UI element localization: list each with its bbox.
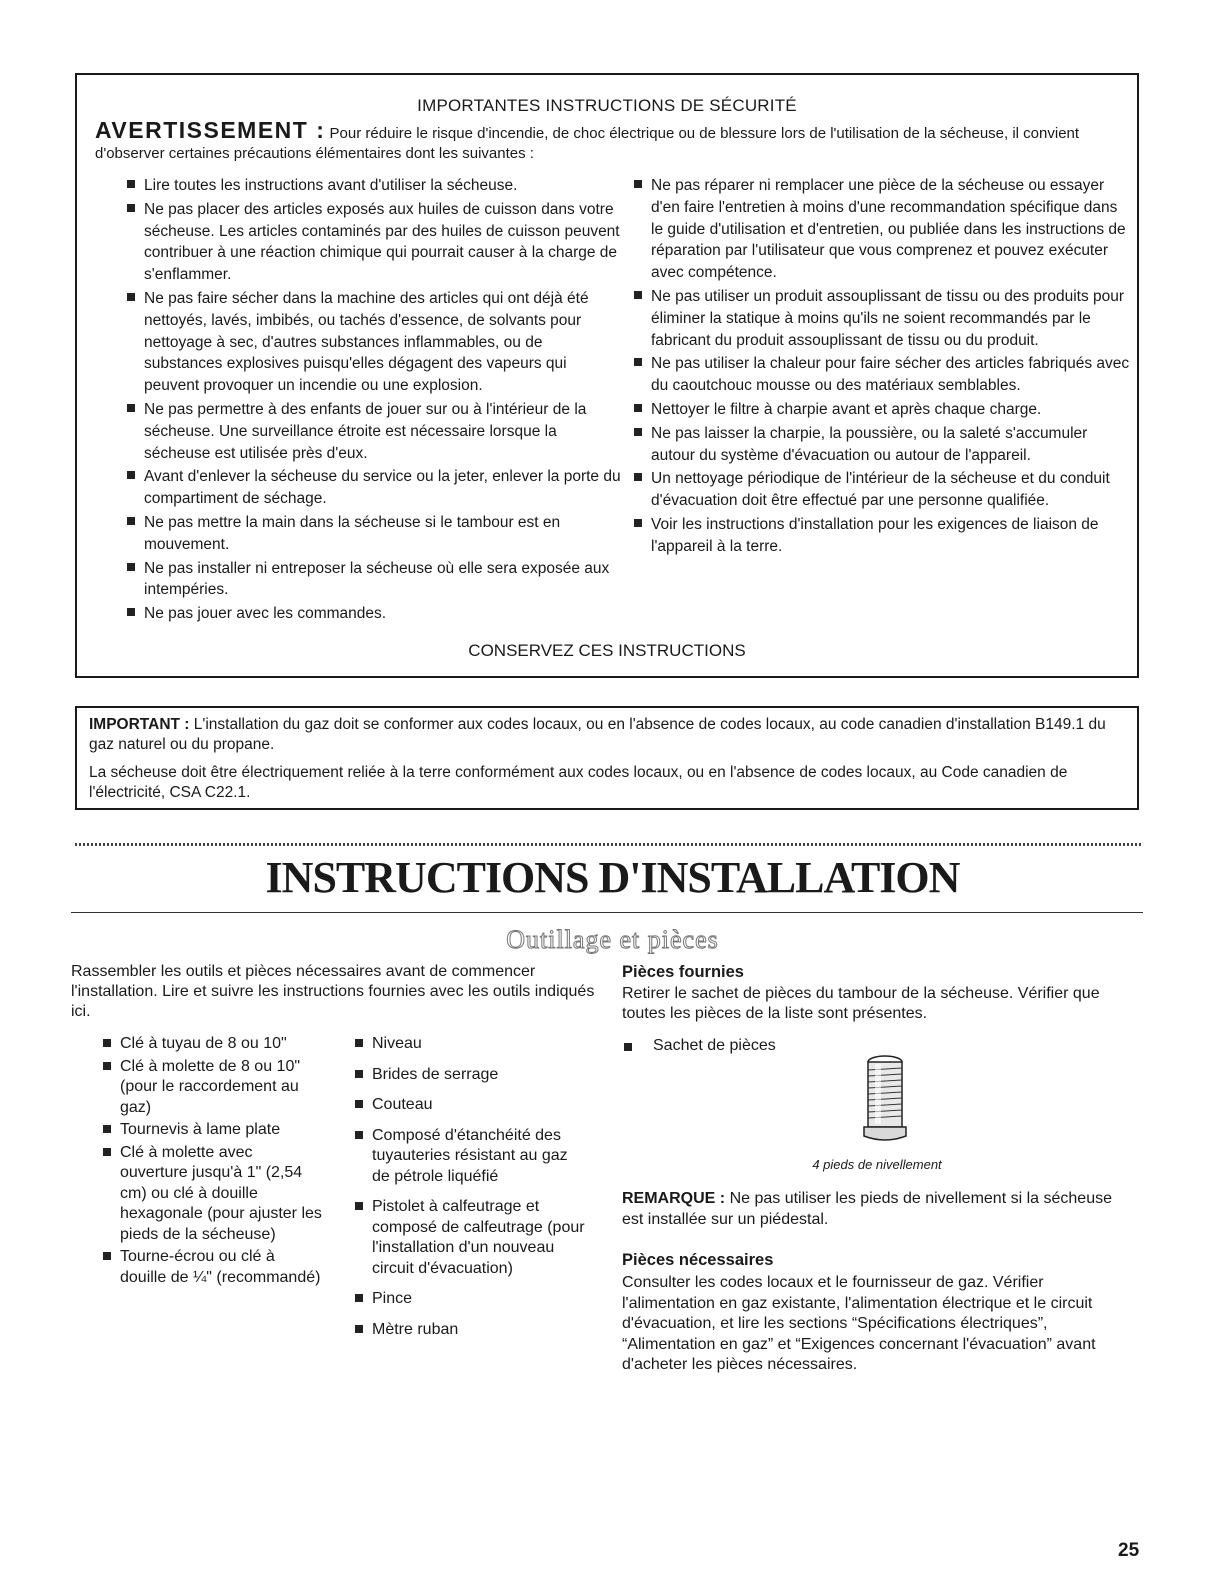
safety-title: IMPORTANTES INSTRUCTIONS DE SÉCURITÉ <box>417 96 797 115</box>
safety-item <box>95 558 625 602</box>
tool-item-text: Tourne-écrou ou clé à douille de ¼" (recommandé) <box>120 1248 321 1286</box>
tool-item <box>323 1034 588 1055</box>
safety-instructions-box <box>75 73 1139 678</box>
safety-item <box>95 512 625 556</box>
bullet-icon <box>634 519 642 527</box>
tool-item <box>323 1289 588 1310</box>
parts-needed-text: Consulter les codes locaux et le fournisseur de gaz. Vérifier l'alimentation en gaz existante, l'alimentation électrique et le circuit d'évacuation, et lire les sections “Spécifications électriques”, “Alimentation en gaz” et “Exigences concernant l'évacuation” avant d'acheter les pièces nécessaires. <box>622 1274 1096 1373</box>
important-paragraph-1 <box>89 715 1107 755</box>
safety-item-text: Ne pas mettre la main dans la sécheuse si le tambour est en mouvement. <box>144 513 561 553</box>
tool-item-text: Mètre ruban <box>372 1320 459 1338</box>
tool-item <box>323 1197 588 1279</box>
important-paragraph-2: La sécheuse doit être électriquement reliée à la terre conformément aux codes locaux, ou en l'absence de codes locaux, au Code canadien de l'électricité, CSA C22.1. <box>89 764 1068 801</box>
safety-list-right <box>597 175 1133 560</box>
bullet-icon <box>634 358 642 366</box>
safety-item <box>95 399 625 464</box>
safety-item-text: Ne pas jouer avec les commandes. <box>144 605 387 623</box>
bullet-icon <box>355 1070 363 1078</box>
tool-item <box>71 1120 323 1141</box>
tool-item-text: Clé à tuyau de 8 ou 10" <box>120 1035 287 1052</box>
safety-item-text: Un nettoyage périodique de l'intérieur de la sécheuse et du conduit d'évacuation doit être effectué par une personne qualifiée. <box>651 470 1110 510</box>
bullet-icon <box>103 1062 111 1070</box>
remarque-paragraph <box>622 1188 1132 1230</box>
bullet-icon <box>624 1043 632 1051</box>
main-title: INSTRUCTIONS D'INSTALLATION <box>265 853 960 902</box>
parts-needed-heading: Pièces nécessaires <box>622 1251 774 1269</box>
warning-paragraph <box>95 117 1117 164</box>
tool-item-text: Clé à molette de 8 ou 10" (pour le raccordement au gaz) <box>120 1057 301 1116</box>
safety-item-text: Ne pas installer ni entreposer la sécheuse où elle sera exposée aux intempéries. <box>144 559 610 599</box>
bullet-icon <box>355 1325 363 1333</box>
tools-list-column-1 <box>71 1034 323 1290</box>
important-label: IMPORTANT : <box>89 716 190 733</box>
important-text-1: L'installation du gaz doit se conformer aux codes locaux, ou en l'absence de codes locaux, au code canadien d'installation B149.1 du gaz naturel ou du propane. <box>89 716 1106 753</box>
remarque-text: Ne pas utiliser les pieds de nivellement si la sécheuse est installée sur un piédestal. <box>622 1190 1112 1228</box>
tool-item-text: Pince <box>372 1290 413 1307</box>
bullet-icon <box>355 1100 363 1108</box>
tool-item-text: Clé à molette avec ouverture jusqu'à 1" (2,54 cm) ou clé à douille hexagonale (pour ajuster les pieds de la sécheuse) <box>120 1143 322 1243</box>
bullet-icon <box>355 1294 363 1302</box>
warning-label: AVERTISSEMENT : <box>95 117 326 143</box>
bullet-icon <box>103 1125 111 1133</box>
safety-item-text: Nettoyer le filtre à charpie avant et après chaque charge. <box>651 400 1042 418</box>
parts-supplied-section <box>622 962 1132 1058</box>
parts-heading: Pièces fournies <box>622 963 744 981</box>
safety-item <box>597 286 1133 351</box>
safety-item-text: Ne pas faire sécher dans la machine des articles qui ont déjà été nettoyés, lavés, imbibés, ou tachés d'essence, de solvants pour nettoyage à sec, d'autres substances inflammables, ou de substances explosives puisqu'elles dégagent des vapeurs qui peuvent provoquer un incendie ou une explosion. <box>144 289 589 395</box>
safety-item <box>597 423 1133 467</box>
bullet-icon <box>634 428 642 436</box>
tool-item <box>71 1034 323 1055</box>
tool-item-text: Tournevis à lame plate <box>120 1121 281 1138</box>
safety-item-text: Ne pas laisser la charpie, la poussière, ou la saleté s'accumuler autour du système d'évacuation ou autour de l'appareil. <box>651 424 1088 464</box>
bullet-icon <box>634 180 642 188</box>
tools-intro: Rassembler les outils et pièces nécessaires avant de commencer l'installation. Lire et suivre les instructions fournies avec les outils indiqués ici. <box>71 963 595 1020</box>
safety-item-text: Voir les instructions d'installation pour les exigences de liaison de l'appareil à la terre. <box>651 515 1099 555</box>
parts-text: Retirer le sachet de pièces du tambour de la sécheuse. Vérifier que toutes les pièces de la liste sont présentes. <box>622 985 1100 1022</box>
safety-item <box>597 468 1133 512</box>
safety-item <box>597 175 1133 284</box>
safety-item <box>597 514 1133 558</box>
safety-item <box>597 399 1133 421</box>
section-heading: Outillage et pièces <box>506 925 719 954</box>
safety-item-text: Ne pas utiliser la chaleur pour faire sécher des articles fabriqués avec du caoutchouc mousse ou des matériaux semblables. <box>651 355 1130 395</box>
tools-list-column-2 <box>323 1034 588 1350</box>
important-notice-box <box>75 706 1139 810</box>
safety-item-text: Ne pas permettre à des enfants de jouer sur ou à l'intérieur de la sécheuse. Une surveillance étroite est nécessaire lorsque la sécheuse est utilisée près d'eux. <box>144 400 587 462</box>
leveling-feet-caption: 4 pieds de nivellement <box>812 1157 942 1172</box>
tool-item <box>323 1095 588 1116</box>
tool-item <box>71 1247 323 1288</box>
warning-text: Pour réduire le risque d'incendie, de choc électrique ou de blessure lors de l'utilisation de la sécheuse, il convient d'observer certaines précautions élémentaires dont les suivantes : <box>95 125 1080 162</box>
bullet-icon <box>103 1252 111 1260</box>
bullet-icon <box>634 291 642 299</box>
safety-item <box>95 199 625 286</box>
leveling-foot-illustration <box>855 1052 915 1147</box>
bullet-icon <box>127 563 135 571</box>
bullet-icon <box>127 180 135 188</box>
part-item-text: Sachet de pièces <box>653 1037 776 1054</box>
remarque-label: REMARQUE : <box>622 1190 726 1207</box>
leveling-foot-icon <box>855 1052 915 1147</box>
safety-item-text: Ne pas placer des articles exposés aux huiles de cuisson dans votre sécheuse. Les articles contaminés par des huiles de cuisson peuvent contribuer à une réaction chimique qui pourrait causer à la charge de s'enflammer. <box>144 200 620 284</box>
tool-item-text: Niveau <box>372 1035 422 1052</box>
safety-item <box>95 603 625 625</box>
bullet-icon <box>634 473 642 481</box>
bullet-icon <box>355 1039 363 1047</box>
bullet-icon <box>103 1039 111 1047</box>
bullet-icon <box>127 404 135 412</box>
tool-item-text: Composé d'étanchéité des tuyauteries résistant au gaz de pétrole liquéfié <box>372 1126 568 1185</box>
safety-item-text: Ne pas réparer ni remplacer une pièce de la sécheuse ou essayer d'en faire l'entretien à moins d'une recommandation spécifique dans le guide d'utilisation et d'entretien, ou publiée dans les instructions de réparation par l'utilisateur que vous comprenez et pouvez exécuter avec compétence. <box>651 177 1126 282</box>
tool-item <box>323 1126 588 1188</box>
safety-item-text: Avant d'enlever la sécheuse du service ou la jeter, enlever la porte du compartiment de séchage. <box>144 468 621 508</box>
bullet-icon <box>634 404 642 412</box>
bullet-icon <box>127 517 135 525</box>
bullet-icon <box>127 608 135 616</box>
tool-item-text: Brides de serrage <box>372 1065 499 1083</box>
safety-item <box>95 175 625 197</box>
bullet-icon <box>127 293 135 301</box>
safety-item-text: Ne pas utiliser un produit assouplissant de tissu ou des produits pour éliminer la statique à moins qu'ils ne soient recommandés par le fabricant du produit assouplissant de tissu ou du produit. <box>651 287 1125 349</box>
tool-item <box>71 1143 323 1246</box>
tool-item <box>323 1320 588 1341</box>
safety-item <box>95 288 625 397</box>
bullet-icon <box>355 1202 363 1210</box>
bullet-icon <box>127 471 135 479</box>
tool-item <box>323 1065 588 1086</box>
bullet-icon <box>127 204 135 212</box>
safety-item <box>597 353 1133 397</box>
tool-item-text: Pistolet à calfeutrage et composé de calfeutrage (pour l'installation d'un nouveau circuit d'évacuation) <box>372 1198 585 1277</box>
tool-item <box>71 1057 323 1119</box>
safety-item <box>95 466 625 510</box>
tool-item-text: Couteau <box>372 1096 433 1113</box>
dotted-divider <box>75 843 1141 846</box>
safety-item-text: Lire toutes les instructions avant d'utiliser la sécheuse. <box>144 177 518 194</box>
bullet-icon <box>103 1148 111 1156</box>
bullet-icon <box>355 1131 363 1139</box>
title-divider <box>71 912 1143 913</box>
safety-list-left <box>95 175 625 627</box>
page-number: 25 <box>1118 1540 1140 1561</box>
conserve-footer: CONSERVEZ CES INSTRUCTIONS <box>468 641 746 660</box>
